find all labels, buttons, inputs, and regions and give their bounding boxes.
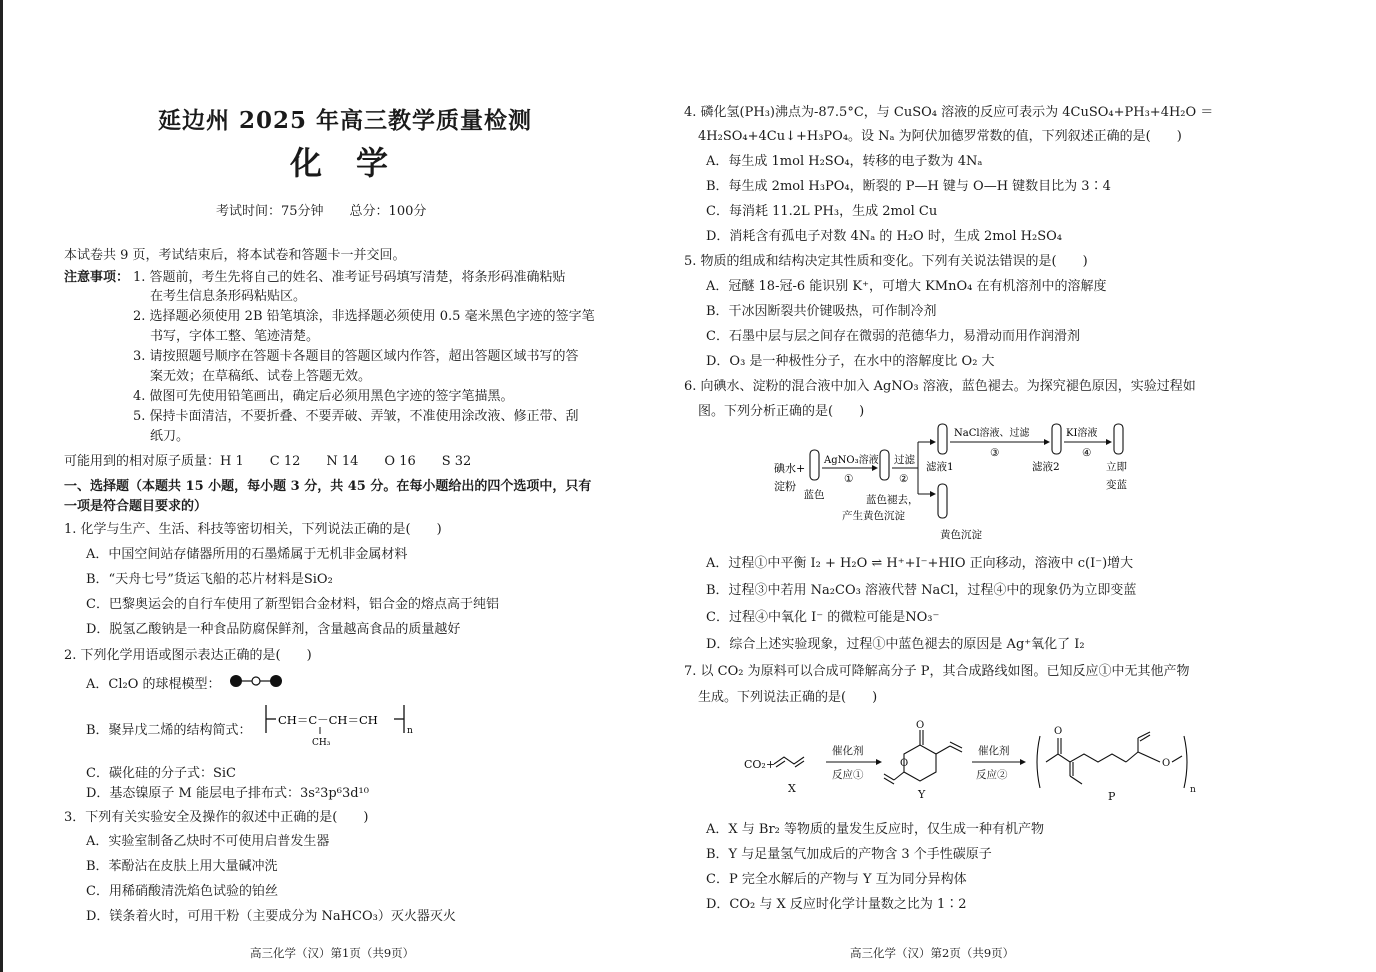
q3-option-d: D．镁条着火时，可用干粉（主要成分为 NaHCO₃）灭火器灭火 [86,909,456,924]
start-label: 碘水+ [774,462,806,475]
note-line: 2. 选择题必须使用 2B 铅笔填涂，非选择题必须使用 0.5 毫米黑色字迹的签字笔 [133,309,595,324]
start-label: 淀粉 [774,480,796,493]
step-number: ② [899,473,909,485]
oxygen-label: O [916,720,925,731]
q1-option-d: D．脱氢乙酸钠是一种食品防腐保鲜剂，含量越高食品的质量越好 [86,622,461,637]
q7-stem-cont: 生成。下列说法正确的是( ) [698,690,878,705]
q4-option-d: D．消耗含有孤电子对数 4Nₐ 的 H₂O 时，生成 2mol H₂SO₄ [706,229,1062,244]
polymer-repeat-n: n [1190,785,1196,795]
q4-stem-cont: 4H₂SO₄+4Cu↓+H₃PO₄。设 Nₐ 为阿伏加德罗常数的值，下列叙述正确的是( ) [698,129,1182,144]
q5-option-d: D．O₃ 是一种极性分子，在水中的溶解度比 O₂ 大 [706,354,995,369]
q7-option-a: A．X 与 Br₂ 等物质的量发生反应时，仅生成一种有机产物 [706,822,1045,837]
q4-stem: 4. 磷化氢(PH₃)沸点为-87.5°C，与 CuSO₄ 溶液的反应可表示为 4CuSO₄+PH₃+4H₂O ＝ [684,105,1214,120]
notes-label: 注意事项： [64,270,130,285]
q6-option-b: B．过程③中若用 Na₂CO₃ 溶液代替 NaCl，过程④中的现象仍为立即变蓝 [706,583,1137,598]
q7-synthesis-route-figure [740,712,1240,804]
polymer-repeat-n: n [407,726,413,736]
q5-option-a: A．冠醚 18-冠-6 能识别 K⁺，可增大 KMnO₄ 在有机溶剂中的溶解度 [706,279,1107,294]
q6-option-a: A．过程①中平衡 I₂ + H₂O ⇌ H⁺+I⁻+HIO 正向移动，溶液中 c(I⁻)增大 [706,556,1134,571]
polymer-methyl-group: CH₃ [312,738,331,748]
test-tube-icon [880,450,889,480]
catalyst-label: 催化剂 [832,745,864,757]
cl-atom-ball [230,675,242,687]
note-line: 案无效；在草稿纸、试卷上答题无效。 [150,369,372,384]
q5-option-c: C．石墨中层与层之间存在微弱的范德华力，易滑动而用作润滑剂 [706,329,1080,344]
compound-y-label: Y [918,788,926,801]
note-line: 纸刀。 [150,429,190,444]
compound-x-label: X [788,782,796,795]
q4-option-b: B．每生成 2mol H₃PO₄，断裂的 P—H 键与 O—H 键数目比为 3∶4 [706,179,1111,194]
co2-label: CO₂+ [744,758,776,771]
result-label: 变蓝 [1106,479,1127,491]
reagent-label: KI溶液 [1066,428,1098,439]
lactone-ring-structure [904,745,936,781]
polymer-chain-structure [1046,754,1126,762]
note-line: 1. 答题前，考生先将自己的姓名、准考证号码填写清楚，将条形码准确粘贴 [133,270,566,285]
fade-label: 产生黄色沉淀 [842,510,905,522]
blue-label: 蓝色 [803,489,825,501]
filtrate-label: 滤液1 [926,461,954,473]
page-footer: 高三化学（汉）第2页（共9页） [850,946,1015,960]
reaction-label: 反应② [976,769,1008,781]
q3-option-c: C．用稀硝酸清洗焰色试验的铂丝 [86,884,278,899]
page-2 [680,0,1376,972]
test-tube-icon [1052,424,1061,454]
oxygen-label: O [1054,726,1063,737]
q2-option-c: C．碳化硅的分子式：SiC [86,766,236,781]
q1-stem: 1. 化学与生产、生活、科技等密切相关，下列说法正确的是( ) [64,522,442,537]
note-line: 3. 请按照题号顺序在答题卡各题目的答题区域内作答，超出答题区域书写的答 [133,349,579,364]
test-tube-icon [938,424,947,454]
q2-option-d: D．基态镍原子 M 能层电子排布式：3s²3p⁶3d¹⁰ [86,786,369,801]
q2-stem: 2. 下列化学用语或图示表达正确的是( ) [64,648,312,663]
q4-option-c: C．每消耗 11.2L PH₃，生成 2mol Cu [706,204,938,219]
q3-option-b: B．苯酚沾在皮肤上用大量碱冲洗 [86,859,278,874]
q6-stem: 6. 向碘水、淀粉的混合液中加入 AgNO₃ 溶液，蓝色褪去。为探究褪色原因，实验过程如 [684,379,1196,394]
filtrate-label: 滤液2 [1032,461,1060,473]
note-line: 书写，字体工整、笔迹清楚。 [150,329,320,344]
section-heading: 一、选择题（本题共 15 小题，每小题 3 分，共 45 分。在每小题给出的四个选项中，只有 [64,479,592,494]
q7-option-b: B．Y 与足量氢气加成后的产物含 3 个手性碳原子 [706,847,992,862]
section-heading-cont: 一项是符合题目要求的） [64,499,208,514]
o-atom-ball [252,677,260,685]
step-number: ③ [990,447,1000,459]
q6-stem-cont: 图。下列分析正确的是( ) [698,404,865,419]
note-line: 4. 做图可先使用铅笔画出，确定后必须用黑色字迹的签字笔描黑。 [133,389,514,404]
q6-option-d: D．综合上述实验现象，过程①中蓝色褪去的原因是 Ag⁺氧化了 I₂ [706,637,1085,652]
intro-text: 本试卷共 9 页，考试结束后，将本试卷和答题卡一并交回。 [64,248,406,263]
q7-option-c: C．P 完全水解后的产物与 Y 互为同分异构体 [706,872,967,887]
q3-option-a: A．实验室制备乙炔时不可使用启普发生器 [86,834,330,849]
atomic-masses: 可能用到的相对原子质量：H 1 C 12 N 14 O 16 S 32 [64,454,472,469]
q2-option-b: B．聚异戊二烯的结构简式： [86,723,252,738]
page-1 [0,0,680,972]
test-tube-icon [810,450,819,480]
q6-experiment-flow-figure [770,418,1170,544]
q3-stem: 3．下列有关实验安全及操作的叙述中正确的是( ) [64,810,369,825]
note-line: 在考生信息条形码粘贴区。 [150,289,307,304]
q1-option-b: B．“天舟七号”货运飞船的芯片材料是SiO₂ [86,572,333,587]
q6-option-c: C．过程④中氧化 I⁻ 的微粒可能是NO₃⁻ [706,610,940,625]
polyisoprene-structure-figure [262,703,418,749]
filter-label: 过滤 [894,454,915,466]
test-tube-icon [938,484,947,518]
subject-title: 化学 [290,144,423,182]
q7-stem: 7. 以 CO₂ 为原料可以合成可降解高分子 P，其合成路线如图。已知反应①中无其他产物 [684,664,1190,679]
oxygen-label: O [1162,758,1171,769]
cl-atom-ball [270,675,282,687]
note-line: 5. 保持卡面清洁，不要折叠、不要弄破、弄皱，不准使用涂改液、修正带、刮 [133,409,579,424]
q1-option-c: C．巴黎奥运会的自行车使用了新型铝合金材料，铝合金的熔点高于纯铝 [86,597,499,612]
step-number: ④ [1082,447,1092,459]
reagent-label: NaCl溶液、过滤 [954,428,1030,439]
catalyst-label: 催化剂 [978,745,1010,757]
exam-info: 考试时间：75分钟 总分：100分 [216,204,427,219]
precipitate-label: 黄色沉淀 [940,529,982,541]
q1-option-a: A．中国空间站存储器所用的石墨烯属于无机非金属材料 [86,547,408,562]
q4-option-a: A．每生成 1mol H₂SO₄，转移的电子数为 4Nₐ [706,154,983,169]
exam-title: 延边州 2025 年高三教学质量检测 [158,107,533,134]
q5-option-b: B．干冰因断裂共价键吸热，可作制冷剂 [706,304,937,319]
polymer-formula: CH＝C－CH＝CH [278,713,378,727]
q7-option-d: D．CO₂ 与 X 反应时化学计量数之比为 1∶2 [706,897,967,912]
fade-label: 蓝色褪去， [866,494,919,506]
page-footer: 高三化学（汉）第1页（共9页） [250,946,415,960]
reaction-label: 反应① [832,769,864,781]
butadiene-structure [774,757,804,764]
ball-stick-model-figure [228,672,286,690]
q2-option-a: A．Cl₂O 的球棍模型： [86,677,221,692]
step-number: ① [844,473,854,485]
polymer-p-label: P [1108,790,1116,803]
oxygen-label: O [900,758,909,769]
test-tube-icon [1114,424,1123,454]
result-label: 立即 [1106,461,1127,473]
q5-stem: 5. 物质的组成和结构决定其性质和变化。下列有关说法错误的是( ) [684,254,1088,269]
reagent-label: AgNO₃溶液 [824,455,879,466]
